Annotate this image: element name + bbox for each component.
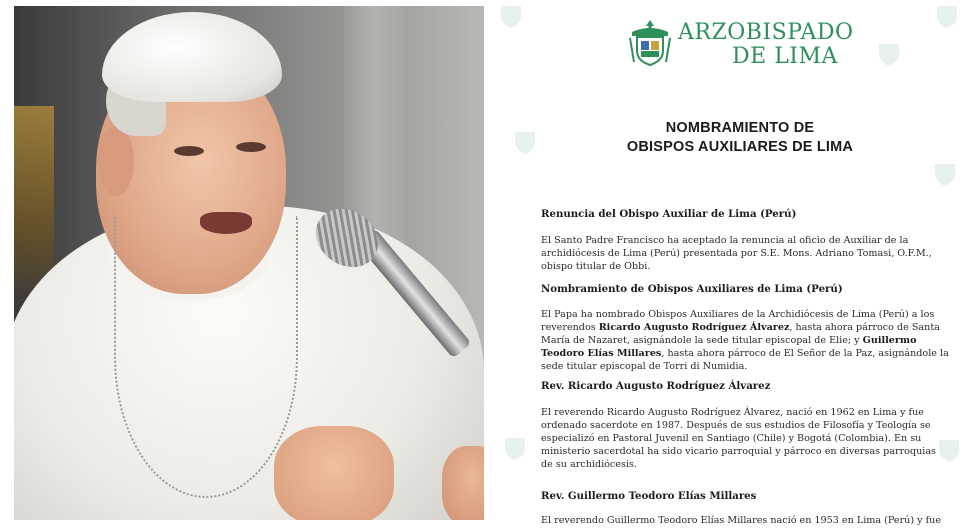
pope-photo <box>14 6 484 520</box>
logo-line-2: DE LIMA <box>732 44 838 69</box>
section-paragraph <box>541 514 942 527</box>
paragraph-line: sede titular episcopal de Torri di Numidia. <box>541 361 748 372</box>
right-hand <box>274 426 394 520</box>
paragraph-line <box>541 334 921 347</box>
section-heading: Renuncia del Obispo Auxiliar de Lima (Perú) <box>541 208 797 220</box>
paragraph-line: El reverendo Guillermo Teodoro Elías Millares nació en 1953 en Lima (Perú) y fue <box>541 515 942 526</box>
paragraph-line: ordenado sacerdote en 1987. Después de sus estudios de Filosofía y Teología se <box>541 420 931 431</box>
right-eye <box>236 142 266 152</box>
paragraph-line: ministerio sacerdotal ha sido vicario parroquial y párroco en diversas parroquias <box>541 446 936 457</box>
archdiocese-logo <box>628 16 854 72</box>
left-eye <box>174 146 204 156</box>
section-paragraph <box>541 308 949 373</box>
paragraph-line <box>541 347 949 360</box>
paragraph-line: archidiócesis de Lima (Perú) presentada por S.E. Mons. Adriano Tomasi, O.F.M., <box>541 248 932 259</box>
paragraph-line: El reverendo Ricardo Augusto Rodríguez Álvarez, nació en 1962 en Lima y fue <box>541 407 924 418</box>
watermark-crest-icon <box>876 40 902 66</box>
watermark-crest-icon <box>498 2 524 28</box>
archdiocese-crest-icon <box>628 18 672 68</box>
text-run: María de Nazaret, asignándole la sede titular episcopal de Elie; y <box>541 335 863 346</box>
watermark-crest-icon <box>932 160 958 186</box>
logo-line-1: ARZOBISPADO <box>678 20 854 45</box>
zucchetto-cap <box>102 12 282 102</box>
section-heading: Rev. Ricardo Augusto Rodríguez Álvarez <box>541 380 771 392</box>
section-heading: Rev. Guillermo Teodoro Elías Millares <box>541 490 757 502</box>
bold-name: Guillermo <box>862 335 917 346</box>
bold-name: Teodoro Elías Millares <box>541 348 662 359</box>
paragraph-line: obispo titular de Obbi. <box>541 261 651 272</box>
bold-name: Ricardo Augusto Rodríguez Álvarez <box>598 322 790 333</box>
left-hand <box>442 446 484 520</box>
paragraph-line <box>541 321 940 334</box>
paragraph-line: El Santo Padre Francisco ha aceptado la renuncia al oficio de Auxiliar de la <box>541 235 909 246</box>
ear <box>98 126 134 196</box>
paragraph-line: especializó en Pastoral Juvenil en Santiago (Chile) y Bogotá (Colombia). En su <box>541 433 922 444</box>
paragraph-line: de su archidiócesis. <box>541 459 637 470</box>
document-title-line-2: OBISPOS AUXILIARES DE LIMA <box>626 139 854 155</box>
text-run: reverendos <box>541 322 599 333</box>
watermark-crest-icon <box>502 434 528 460</box>
section-heading: Nombramiento de Obispos Auxiliares de Lima (Perú) <box>541 283 843 295</box>
text-run: , hasta ahora párroco de Santa <box>789 322 940 333</box>
watermark-crest-icon <box>936 436 962 462</box>
pectoral-chain <box>114 216 298 498</box>
document-title-line-1: NOMBRAMIENTO DE <box>665 120 815 136</box>
section-paragraph <box>541 234 932 273</box>
section-paragraph <box>541 406 936 471</box>
text-run: , hasta ahora párroco de El Señor de la Paz, asignándole la <box>661 348 949 359</box>
paragraph-line: El Papa ha nombrado Obispos Auxiliares de la Archidiócesis de Lima (Perú) a los <box>541 309 935 320</box>
watermark-crest-icon <box>934 2 960 28</box>
watermark-crest-icon <box>512 128 538 154</box>
